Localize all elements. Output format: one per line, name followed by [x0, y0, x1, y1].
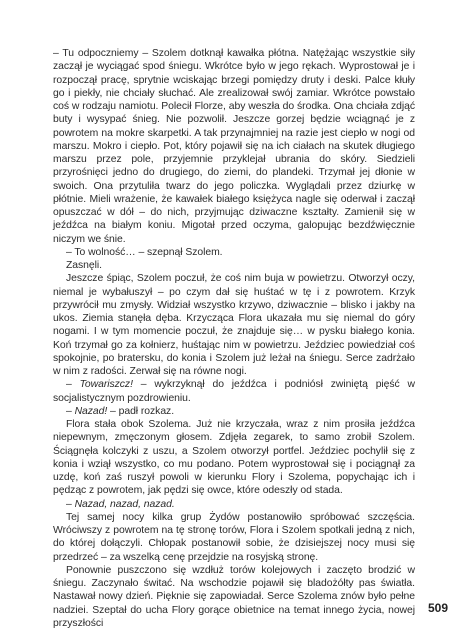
paragraph: Flora stała obok Szolema. Już nie krzyczała, wraz z nim prosiła jeźdźca niepewnym, zmęczonym głosem. Zdjęła zegarek, to samo zrobił Szolem. Ściągnęła kolczyki z uszu, a Szolem otworzył portfel. Jeździec pochylił się z konia i wziął wszystko, co mu podano. Potem wyprostował się i pociągnął za uzdę, koń zaś ruszył powoli w kierunku Flory i Szolema, popychając ich i pędząc z powrotem, jak pędzi się owce, które odeszły od stada.: [53, 419, 415, 497]
paragraph: – Towariszcz! – wykrzyknął do jeźdźca i podniósł zwiniętą pięść w socjalistycznym pozdrowieniu.: [53, 379, 415, 404]
paragraph: Ponownie puszczono się wzdłuż torów kolejowych i zaczęto brodzić w śniegu. Zaczynało świtać. Na wschodzie pojawił się bladożółty pas światła. Nastawał nowy dzień. Pięknie się zapowiadał. Serce Szolema znów było pełne nadziei. Szeptał do ucha Flory gorące obietnice na temat innego życia, nowej przyszłości: [53, 564, 415, 629]
paragraph: Jeszcze śpiąc, Szolem poczuł, że coś nim buja w powietrzu. Otworzył oczy, niemal je wybałuszył – po czym dał się huśtać w tę i z powrotem. Krzyk przywrócił mu zmysły. Widział wszystko krzywo, dziwacznie – blisko i jakby na ukos. Ziemia stanęła dęba. Krzycząca Flora ukazała mu się niemal do góry nogami. I w tym momencie poczuł, że znajduje się… w pysku białego konia. Koń trzymał go za kołnierz, huśtając nim w powietrzu. Jeździec powiedział coś spokojnie, po bratersku, do konia i Szolem już leżał na śniegu. Serce zadrżało w nim z radości. Zerwał się na równe nogi.: [53, 273, 415, 377]
paragraph: – Nazad! – padł rozkaz.: [66, 405, 175, 417]
paragraph: – Nazad, nazad, nazad.: [66, 498, 175, 510]
page-number: 509: [428, 601, 449, 615]
paragraph: – To wolność… – szepnął Szolem.: [66, 246, 223, 258]
paragraph: Tej samej nocy kilka grup Żydów postanowiło spróbować szczęścia. Wróciwszy z powrotem na tę stronę torów, Flora i Szolem spotkali jedną z nich, do której dołączyli. Chłopak postanowił sobie, że dzisiejszej nocy musi się przedrzeć – za wszelką cenę przejdzie na rosyjską stronę.: [53, 511, 415, 563]
body-text: [53, 47, 415, 630]
paragraph: Zasnęli.: [66, 260, 102, 271]
paragraph: – Tu odpoczniemy – Szolem dotknął kawałka płótna. Natężając wszystkie siły zaczął je wyciągać spod śniegu. Wkrótce było w jego rękach. Wyprostował je i rozpoczął pracę, sprytnie wciskając brzegi pomiędzy druty i deski. Palce kłuły go i piekły, nie chciały słuchać. Ale zrealizował swój zamiar. Wkrótce powstało coś w rodzaju namiotu. Polecił Florze, aby weszła do środka. Ona chciała zdjąć buty i wysypać śnieg. Nie pozwolił. Jeszcze gorzej będzie wciągnąć je z powrotem na mokre skarpetki. A tak przynajmniej na razie jest ciepło w nogi od marszu. Mokro i ciepło. Pot, który pojawił się na ich ciałach na skutek długiego marszu przez pole, przyjemnie przyklejał ubrania do skóry. Siedzieli przyrośnięci jedno do drugiego, do ziemi, do plandeki. Trzymał jej dłonie w swoich. Ona przytuliła twarz do jego policzka. Wyglądali przez dziurkę w płótnie. Mieli wrażenie, że kawałek białego księżyca nagle się oderwał i zaczął opuszczać w dół – do nich, przyjmując dziwaczne kształty. Zamienił się w jeźdźca na białym koniu. Migotał przed oczyma, galopując bezdźwięcznie niczym we śnie.: [53, 48, 415, 245]
